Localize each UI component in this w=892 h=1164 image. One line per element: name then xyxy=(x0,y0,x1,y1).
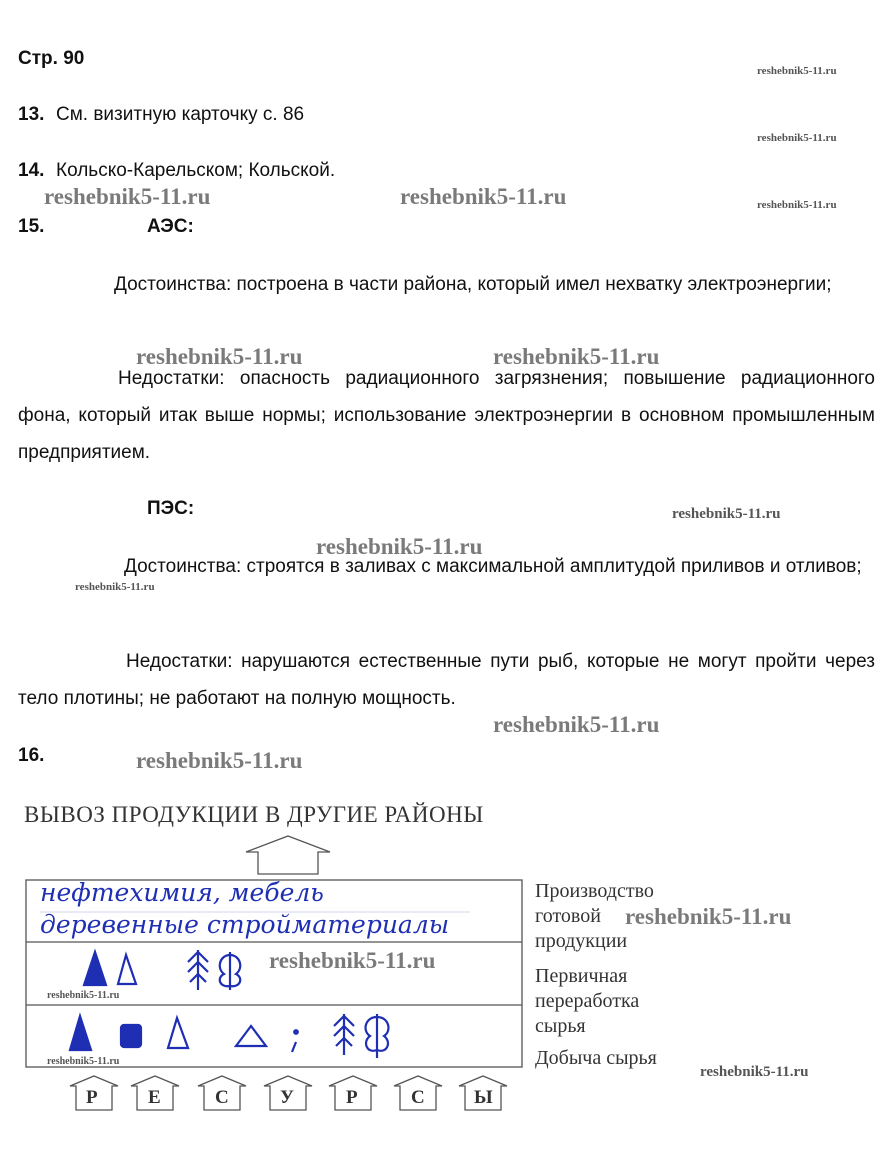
row1-handwriting-line2: деревенные стройматериалы xyxy=(40,910,450,939)
extraction-label: Добыча сырья xyxy=(535,1047,657,1069)
diagram-title: ВЫВОЗ ПРОДУКЦИИ В ДРУГИЕ РАЙОНЫ xyxy=(24,802,484,827)
resource-letter-7: Ы xyxy=(474,1087,493,1108)
q13-text: См. визитную карточку с. 86 xyxy=(56,104,305,125)
watermark-small: reshebnik5-11.ru xyxy=(757,199,837,211)
q15-number: 15. xyxy=(18,216,45,237)
primary-processing-label: Первичная переработка сырья xyxy=(535,965,640,1037)
filled-square-symbol xyxy=(121,1025,141,1047)
resource-letter-5: Р xyxy=(346,1087,358,1108)
watermark: reshebnik5-11.ru xyxy=(400,184,567,209)
pes-cons: Недостатки: нарушаются естественные пути рыб, которые не могут пройти через тело плотины; не работают на полную мощность. xyxy=(18,651,875,709)
watermark: reshebnik5-11.ru xyxy=(493,344,660,369)
resource-letter-3: С xyxy=(215,1087,229,1108)
export-arrow xyxy=(246,836,330,874)
watermark: reshebnik5-11.ru xyxy=(269,948,436,973)
watermark-small: reshebnik5-11.ru xyxy=(757,65,837,77)
resource-letter-6: С xyxy=(411,1087,425,1108)
watermark-small: reshebnik5-11.ru xyxy=(700,1064,809,1080)
watermark: reshebnik5-11.ru xyxy=(136,748,303,773)
watermark-small: reshebnik5-11.ru xyxy=(47,990,120,1001)
watermark: reshebnik5-11.ru xyxy=(136,344,303,369)
resource-letter-1: Р xyxy=(86,1087,98,1108)
q13-number: 13. xyxy=(18,104,45,125)
finished-products-label: Производство готовой продукции xyxy=(535,880,654,952)
watermark-small: reshebnik5-11.ru xyxy=(672,506,781,522)
pes-pros: Достоинства: строятся в заливах с максимальной амплитудой приливов и отливов; xyxy=(124,556,862,577)
watermark: reshebnik5-11.ru xyxy=(316,534,483,559)
aes-cons: Недостатки: опасность радиационного загрязнения; повышение радиационного фона, который итак выше нормы; использование электроэнергии в основном промышленным предприятием. xyxy=(18,368,875,463)
q16-number: 16. xyxy=(18,745,45,766)
aes-heading: АЭС: xyxy=(147,216,194,237)
resource-letter-4: У xyxy=(280,1087,294,1108)
q14-text: Кольско-Карельском; Кольской. xyxy=(56,160,336,181)
watermark-small: reshebnik5-11.ru xyxy=(75,581,155,593)
watermark-small: reshebnik5-11.ru xyxy=(47,1056,120,1067)
watermark: reshebnik5-11.ru xyxy=(493,712,660,737)
pes-heading: ПЭС: xyxy=(147,498,195,519)
page-label: Стр. 90 xyxy=(18,48,85,69)
resource-letter-2: Е xyxy=(148,1087,161,1108)
aes-pros: Достоинства: построена в части района, который имел нехватку электроэнергии; xyxy=(114,274,832,295)
watermark: reshebnik5-11.ru xyxy=(44,184,211,209)
watermark-small: reshebnik5-11.ru xyxy=(757,132,837,144)
q14-number: 14. xyxy=(18,160,45,181)
row1-handwriting-line1: нефтехимия, мебель xyxy=(40,878,324,907)
watermark: reshebnik5-11.ru xyxy=(625,904,792,929)
